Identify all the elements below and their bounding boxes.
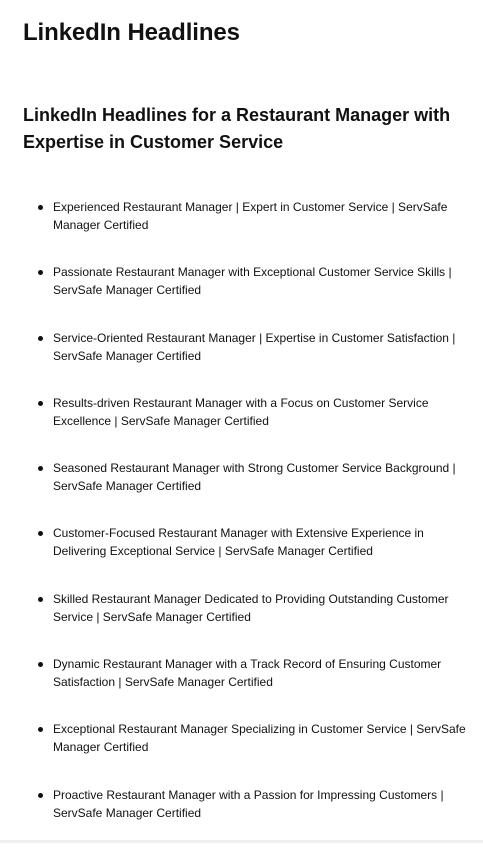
headline-list-item bbox=[0, 457, 483, 522]
headline-list-item bbox=[0, 261, 483, 326]
headline-text: Exceptional Restaurant Manager Specializing in Customer Service | ServSafe Manager Certified bbox=[53, 722, 466, 755]
headline-list-item bbox=[0, 196, 483, 261]
bullet-icon bbox=[38, 597, 43, 602]
headline-list bbox=[0, 196, 483, 849]
page-title: LinkedIn Headlines bbox=[23, 19, 240, 46]
bullet-icon bbox=[38, 662, 43, 667]
headline-text: Proactive Restaurant Manager with a Passion for Impressing Customers | ServSafe Manager Certified bbox=[53, 787, 444, 820]
headline-list-item bbox=[0, 718, 483, 783]
headline-text: Skilled Restaurant Manager Dedicated to Providing Outstanding Customer Service | ServSafe Manager Certified bbox=[53, 591, 449, 624]
bullet-icon bbox=[38, 727, 43, 732]
headline-text: Service-Oriented Restaurant Manager | Expertise in Customer Satisfaction | ServSafe Manager Certified bbox=[53, 330, 456, 363]
headline-text: Experienced Restaurant Manager | Expert in Customer Service | ServSafe Manager Certified bbox=[53, 200, 448, 232]
bullet-icon bbox=[38, 401, 43, 406]
headline-list-item bbox=[0, 327, 483, 392]
bullet-icon bbox=[38, 466, 43, 471]
headline-text: Passionate Restaurant Manager with Exceptional Customer Service Skills | ServSafe Manager Certified bbox=[53, 265, 452, 298]
headline-text: Dynamic Restaurant Manager with a Track Record of Ensuring Customer Satisfaction | ServSafe Manager Certified bbox=[53, 657, 442, 690]
headline-list-item bbox=[0, 588, 483, 653]
bullet-icon bbox=[38, 793, 43, 798]
section-heading: LinkedIn Headlines for a Restaurant Manager with Expertise in Customer Service bbox=[23, 105, 451, 152]
headline-list-item bbox=[0, 392, 483, 457]
headline-text: Customer-Focused Restaurant Manager with Extensive Experience in Delivering Exceptional Service | ServSafe Manager Certified bbox=[53, 526, 424, 559]
bullet-icon bbox=[38, 531, 43, 536]
headline-list-item bbox=[0, 522, 483, 587]
bullet-icon bbox=[38, 205, 43, 210]
headline-list-item bbox=[0, 653, 483, 718]
bullet-icon bbox=[38, 336, 43, 341]
bullet-icon bbox=[38, 270, 43, 275]
headline-text: Seasoned Restaurant Manager with Strong Customer Service Background | ServSafe Manager Certified bbox=[53, 461, 456, 494]
headline-text: Results-driven Restaurant Manager with a Focus on Customer Service Excellence | ServSafe Manager Certified bbox=[53, 395, 429, 428]
